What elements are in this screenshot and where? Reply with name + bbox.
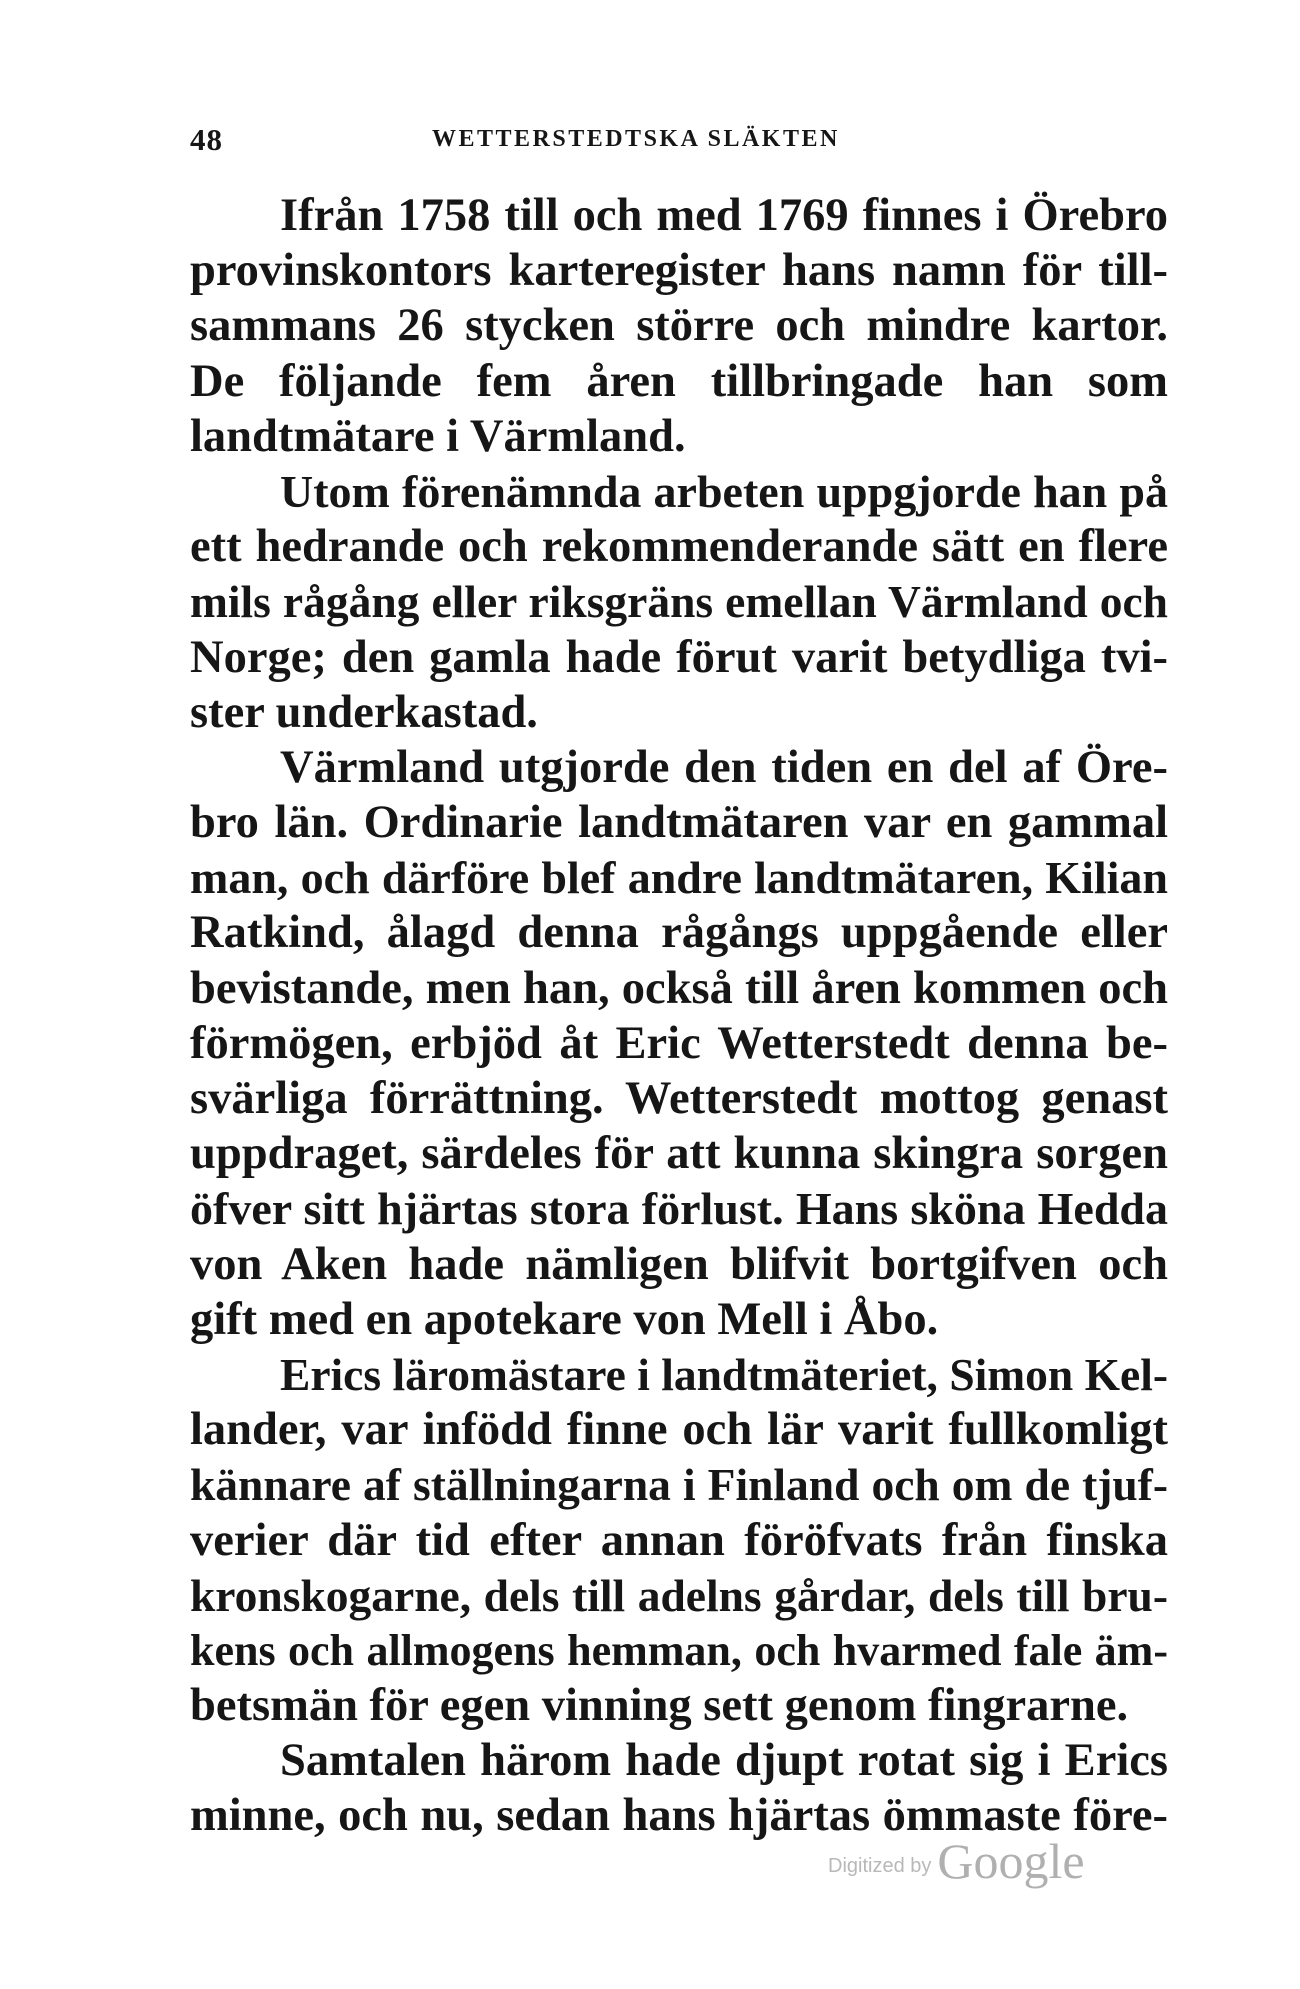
body-text — [190, 188, 1168, 1844]
running-head: WETTERSTEDTSKA SLÄKTEN — [432, 126, 840, 152]
text-line: Utom förenämnda arbeten uppgjorde han på — [280, 465, 1168, 517]
page-header — [0, 122, 1300, 162]
text-line: kronskogarne, dels till adelns gårdar, dels till bru- — [190, 1569, 1168, 1621]
digitized-by-google-watermark — [828, 1832, 1108, 1892]
text-line: Värmland utgjorde den tiden en del af Öre- — [280, 741, 1168, 793]
text-line: man, och därföre blef andre landtmätaren, Kilian — [190, 852, 1168, 904]
text-line: bro län. Ordinarie landtmätaren var en gammal — [190, 797, 1168, 849]
text-line: gift med en apotekare von Mell i Åbo. — [190, 1293, 939, 1345]
text-line: Ratkind, ålagd denna rågångs uppgående eller — [190, 907, 1168, 959]
text-line: öfver sitt hjärtas stora förlust. Hans sköna Hedda — [190, 1183, 1168, 1235]
paragraph-5 — [190, 1733, 1168, 1843]
text-line: Erics läromästare i landtmäteriet, Simon Kel- — [280, 1348, 1168, 1400]
paragraph-2 — [190, 464, 1168, 740]
text-line: verier där tid efter annan föröfvats från finska — [190, 1514, 1168, 1566]
text-line: von Aken hade nämligen blifvit bortgifven och — [190, 1238, 1168, 1290]
text-line: mils rågång eller riksgräns emellan Värmland och — [190, 576, 1168, 628]
text-line: Samtalen härom hade djupt rotat sig i Erics — [280, 1735, 1168, 1787]
text-line: Norge; den gamla hade förut varit betydliga tvi- — [190, 631, 1168, 683]
text-line: sammans 26 stycken större och mindre kartor. — [190, 300, 1168, 352]
text-line: ett hedrande och rekommenderande sätt en flere — [190, 521, 1168, 573]
text-line: betsmän för egen vinning sett genom fingrarne. — [190, 1680, 1129, 1732]
text-line: landtmätare i Värmland. — [190, 410, 686, 462]
paragraph-1 — [190, 188, 1168, 464]
text-line: lander, var infödd finne och lär varit fullkomligt — [190, 1404, 1168, 1456]
text-line: De följande fem åren tillbringade han som — [190, 355, 1168, 407]
text-line: minne, och nu, sedan hans hjärtas ömmaste före- — [190, 1790, 1168, 1842]
text-line: förmögen, erbjöd åt Eric Wetterstedt denna be- — [190, 1017, 1168, 1069]
text-line: kännare af ställningarna i Finland och om de tjuf- — [190, 1459, 1168, 1511]
text-line: Ifrån 1758 till och med 1769 finnes i Örebro — [280, 190, 1168, 241]
text-line: bevistande, men han, också till åren kommen och — [190, 962, 1168, 1014]
text-line: provinskontors karteregister hans namn för till- — [190, 245, 1168, 297]
paragraph-4 — [190, 1347, 1168, 1733]
google-logo: Google — [937, 1833, 1085, 1889]
paragraph-3 — [190, 740, 1168, 1347]
text-line: svärliga förrättning. Wetterstedt mottog genast — [190, 1073, 1168, 1124]
watermark-prefix: Digitized by — [828, 1855, 932, 1877]
page-number: 48 — [190, 122, 223, 157]
text-line: kens och allmogens hemman, och hvarmed fale äm- — [190, 1625, 1168, 1675]
text-line: uppdraget, särdeles för att kunna skingra sorgen — [190, 1128, 1168, 1180]
text-line: ster underkastad. — [190, 686, 538, 738]
